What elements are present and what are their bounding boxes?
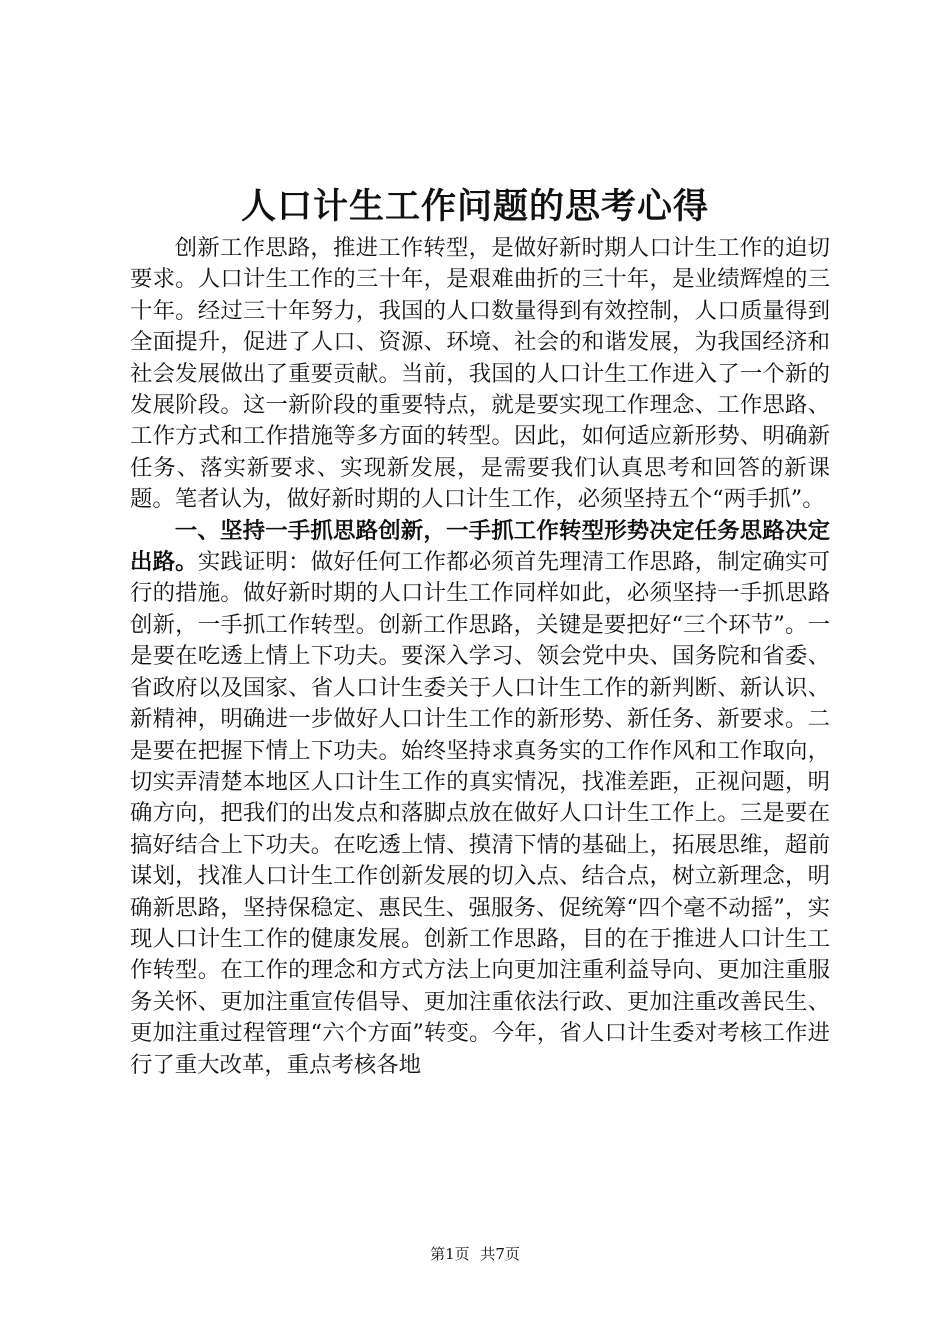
page-total: 共7页 [480,1245,520,1263]
section-1-paragraph [130,516,830,1081]
section-1-body: 实践证明：做好任何工作都必须首先理清工作思路，制定确实可行的措施。做好新时期的人口计生工作同样如此，必须坚持一手抓思路创新，一手抓工作转型。创新工作思路，关键是要把好“三个环节”。一是要在吃透上情上下功夫。要深入学习、领会党中央、国务院和省委、省政府以及国家、省人口计生委关于人口计生工作的新判断、新认识、新精神，明确进一步做好人口计生工作的新形势、新任务、新要求。二是要在把握下情上下功夫。始终坚持求真务实的工作作风和工作取向，切实弄清楚本地区人口计生工作的真实情况，找准差距，正视问题，明确方向，把我们的出发点和落脚点放在做好人口计生工作上。三是要在搞好结合上下功夫。在吃透上情、摸清下情的基础上，拓展思维，超前谋划，找准人口计生工作创新发展的切入点、结合点，树立新理念，明确新思路，坚持保稳定、惠民生、强服务、促统筹“四个毫不动摇”，实现人口计生工作的健康发展。创新工作思路，目的在于推进人口计生工作转型。在工作的理念和方式方法上向更加注重利益导向、更加注重服务关怀、更加注重宣传倡导、更加注重依法行政、更加注重改善民生、更加注重过程管理“六个方面”转变。今年，省人口计生委对考核工作进行了重大改革，重点考核各地 [130,549,831,1078]
document-title: 人口计生工作问题的思考心得 [240,186,709,227]
section-1-heading: 一、坚持一手抓思路创新，一手抓工作转型形势决定任务思路决定出路。 [130,517,830,576]
intro-paragraph: 创新工作思路，推进工作转型，是做好新时期人口计生工作的迫切要求。人口计生工作的三十年，是艰难曲折的三十年，是业绩辉煌的三十年。经过三十年努力，我国的人口数量得到有效控制，人口质量得到全面提升，促进了人口、资源、环境、社会的和谐发展，为我国经济和社会发展做出了重要贡献。当前，我国的人口计生工作进入了一个新的发展阶段。这一新阶段的重要特点，就是要实现工作理念、工作思路、工作方式和工作措施等多方面的转型。因此，如何适应新形势、明确新任务、落实新要求、实现新发展，是需要我们认真思考和回答的新课题。笔者认为，做好新时期的人口计生工作，必须坚持五个“两手抓”。 [130,235,830,513]
page-number: 第1页 [430,1245,470,1263]
document-body [130,233,830,1081]
page-footer [0,1244,950,1264]
